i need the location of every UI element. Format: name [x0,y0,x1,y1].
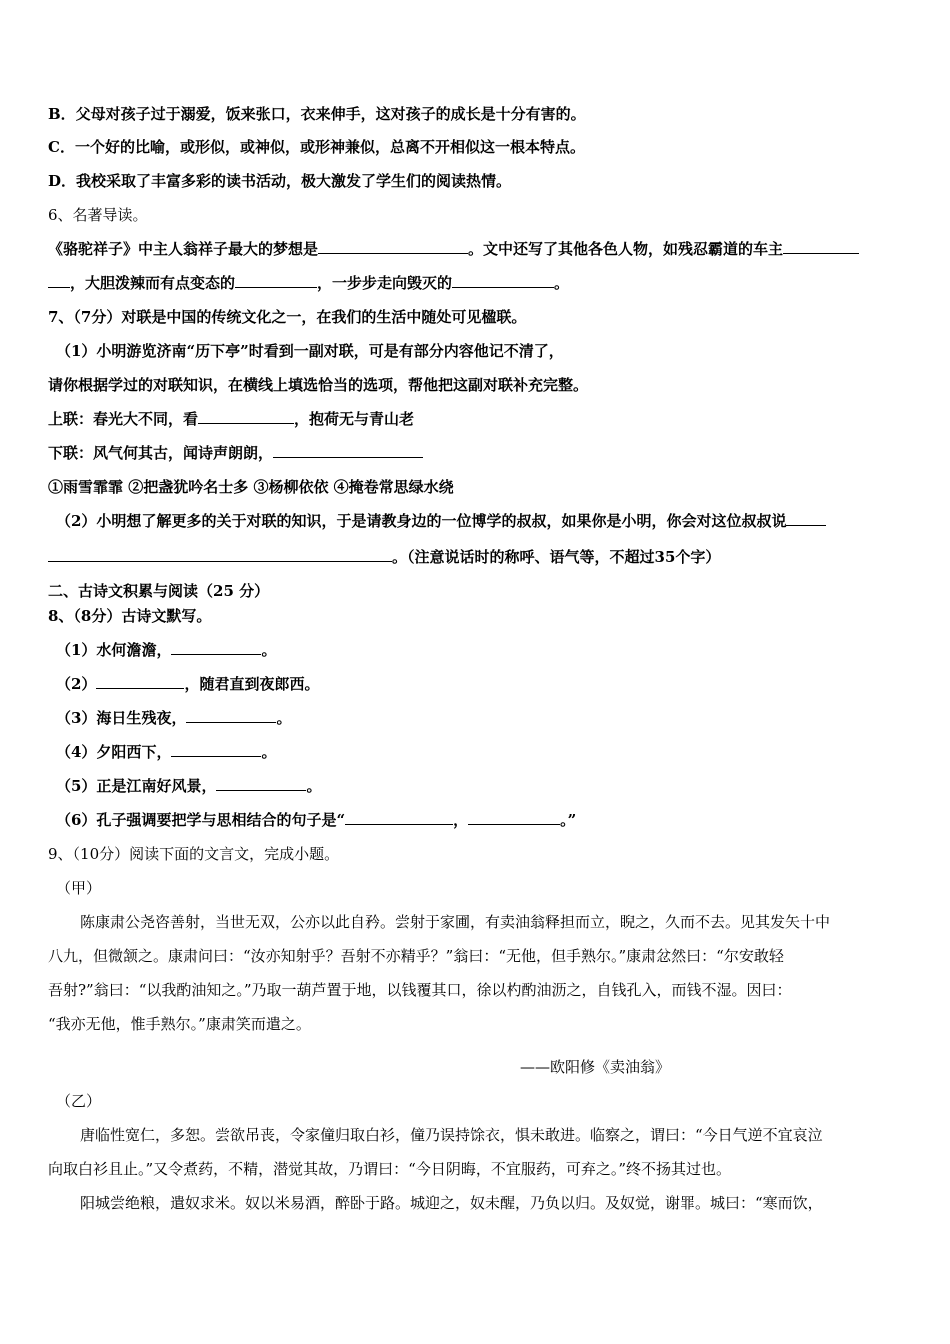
q8-blank-4[interactable] [171,742,261,757]
q7-title: 7、（7分）对联是中国的传统文化之一，在我们的生活中随处可见楹联。 [48,308,527,326]
q8-text: 。 [276,709,292,727]
q7-part2-line2 [48,547,720,567]
q9-yi-line-2: 向取白衫且止。”又令煮药，不精，潜觉其故，乃谓曰：“今日阴晦，不宜服药，可弃之。”终不扬其过也。 [48,1160,732,1178]
q6-blank-owner-a[interactable] [783,239,859,254]
q6-blank-dream[interactable] [318,239,468,254]
q7-blank-speech-b[interactable] [48,547,392,562]
q7-text: （2）小明想了解更多的关于对联的知识，于是请教身边的一位博学的叔叔，如果你是小明，你会对这位叔叔说 [56,512,787,530]
q9-jia-line-1: 陈康肃公尧咨善射，当世无双，公亦以此自矜。尝射于家圃，有卖油翁释担而立，睨之，久而不去。见其发矢十中 [80,913,831,931]
q8-text: （2） [56,675,97,693]
q8-text: （1）水何澹澹， [56,641,172,659]
q6-text: 《骆驼祥子》中主人翁祥子最大的梦想是 [48,240,319,258]
q7-part2-line1 [56,511,826,531]
q8-item-5 [56,776,321,796]
q8-title: 8、（8分）古诗文默写。 [48,607,212,625]
q7-lower-couplet [48,443,423,463]
q8-blank-2[interactable] [96,674,184,689]
q7-part1-line2: 请你根据学过的对联知识，在横线上填选恰当的选项，帮他把这副对联补充完整。 [48,376,589,394]
section2-title: 二、古诗文积累与阅读（25 分） [48,582,270,600]
q6-text: 。文中还写了其他各色人物，如残忍霸道的车主 [468,240,784,258]
q7-blank-upper[interactable] [198,409,294,424]
q7-options: ①雨雪霏霏 ②把盏犹吟名士多 ③杨柳依依 ④掩卷常思绿水绕 [48,478,454,496]
q8-text: 。” [560,811,577,829]
q6-text: ，大胆泼辣而有点变态的 [70,274,236,292]
q8-item-6 [56,810,576,830]
q5-option-d: D．我校采取了丰富多彩的读书活动，极大激发了学生们的阅读热情。 [48,172,512,190]
q8-text: （5）正是江南好风景， [56,777,217,795]
q9-jia-source: ——欧阳修《卖油翁》 [519,1058,670,1076]
q8-item-1 [56,640,276,660]
q8-blank-5[interactable] [216,776,306,791]
q5-option-b: B．父母对孩子过于溺爱，饭来张口，衣来伸手，这对孩子的成长是十分有害的。 [48,105,586,123]
q9-jia-line-2: 八九，但微颔之。康肃问曰：“汝亦知射乎？吾射不亦精乎？”翁曰：“无他，但手熟尔。”康肃忿然曰：“尔安敢轻 [48,947,784,965]
q9-jia-label: （甲） [56,879,102,897]
q7-text: ，抱荷无与青山老 [294,410,415,428]
q8-item-3 [56,708,291,728]
q9-jia-line-3: 吾射?”翁曰：“以我酌油知之。”乃取一葫芦置于地，以钱覆其口，徐以杓酌油沥之，自钱孔入，而钱不湿。因曰： [48,981,792,999]
q8-text: （4）夕阳西下， [56,743,172,761]
q7-part1-line1: （1）小明游览济南“历下亭”时看到一副对联，可是有部分内容他记不清了， [56,342,564,360]
q6-title: 6、名著导读。 [48,206,148,224]
q8-text: 。 [261,743,277,761]
q8-text: （3）海日生残夜， [56,709,187,727]
q8-blank-3[interactable] [186,708,276,723]
q8-text: （6）孔子强调要把学与思相结合的句子是“ [56,811,346,829]
q8-text: 。 [261,641,277,659]
q8-item-4 [56,742,276,762]
q7-text: 上联：春光大不同，看 [48,410,199,428]
q6-blank-owner-b[interactable] [48,273,70,288]
q9-title: 9、（10分）阅读下面的文言文，完成小题。 [48,845,340,863]
q8-text: ， [453,811,469,829]
q9-yi-label: （乙） [56,1092,102,1110]
q6-blank-woman[interactable] [235,273,317,288]
q8-blank-6a[interactable] [345,810,453,825]
q9-jia-line-4: “我亦无他，惟手熟尔。”康肃笑而遣之。 [48,1015,311,1033]
q7-blank-lower[interactable] [273,443,423,458]
q8-text: 。 [306,777,322,795]
q7-text: 下联：风气何其古，闻诗声朗朗， [48,444,274,462]
q8-blank-6b[interactable] [468,810,560,825]
q6-line-1 [48,239,859,259]
q6-blank-ruined[interactable] [452,273,554,288]
q8-text: ，随君直到夜郎西。 [184,675,320,693]
q9-yi-line-3: 阳城尝绝粮，遣奴求米。奴以米易酒，醉卧于路。城迎之，奴未醒，乃负以归。及奴觉，谢罪。城曰：“寒而饮， [80,1194,823,1212]
q8-blank-1[interactable] [171,640,261,655]
q5-option-c: C．一个好的比喻，或形似，或神似，或形神兼似，总离不开相似这一根本特点。 [48,138,585,156]
q9-yi-line-1: 唐临性宽仁，多恕。尝欲吊丧，令家僮归取白衫，僮乃误持馀衣，惧未敢进。临察之，谓曰：“今日气逆不宜哀泣 [80,1126,823,1144]
q6-line-2 [48,273,569,293]
q7-blank-speech-a[interactable] [786,511,826,526]
q6-text: 。 [554,274,570,292]
q7-upper-couplet [48,409,414,429]
q7-text: 。（注意说话时的称呼、语气等，不超过35个字） [392,548,721,566]
q8-item-2 [56,674,319,694]
q6-text: ，一步步走向毁灭的 [317,274,453,292]
